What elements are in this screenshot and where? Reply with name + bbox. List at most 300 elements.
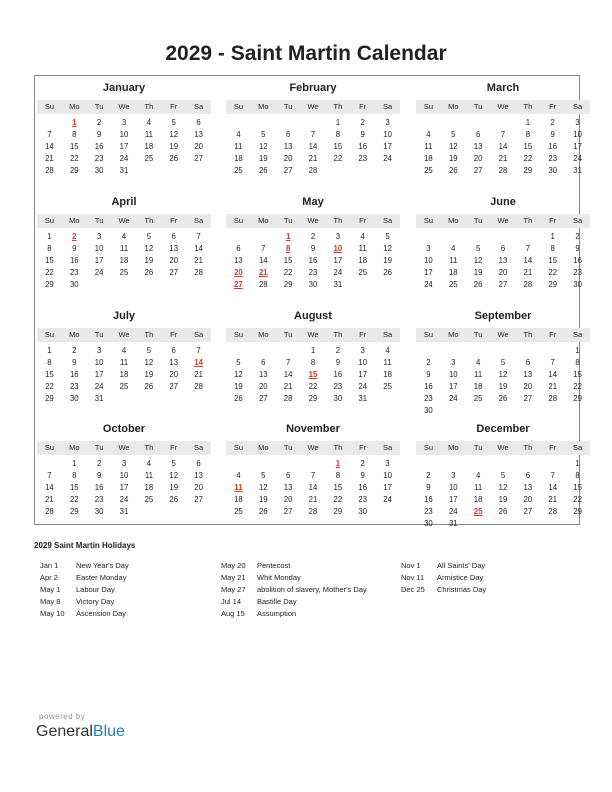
day-cell: 5	[385, 232, 390, 241]
day-cell: 19	[258, 495, 268, 504]
day-cell: 2	[72, 346, 77, 355]
page-title: 2029 - Saint Martin Calendar	[165, 42, 447, 65]
day-cell: 29	[283, 280, 293, 289]
week-row	[37, 357, 211, 369]
empty-cell	[251, 458, 276, 470]
day-cell: 2	[360, 118, 365, 127]
day-cell: 10	[383, 130, 392, 139]
week-row	[37, 381, 211, 393]
day-cell: 19	[448, 154, 458, 163]
day-cell: 7	[310, 130, 316, 139]
day-cell: 27	[194, 154, 203, 163]
week-row	[416, 494, 590, 506]
day-cell: 17	[358, 370, 368, 379]
weekday-header	[416, 441, 590, 455]
holiday-name: Armistice Day	[437, 573, 484, 582]
day-cell: 14	[548, 483, 558, 492]
weekday-label: Su	[44, 330, 55, 339]
holiday-day: 2	[72, 232, 77, 241]
holiday-item	[401, 584, 486, 596]
holiday-day: 15	[308, 370, 318, 379]
empty-cell	[565, 518, 590, 530]
day-cell: 12	[383, 244, 392, 253]
day-cell: 17	[94, 370, 104, 379]
weekday-label: Fr	[359, 102, 367, 111]
weekday-label: Sa	[572, 102, 583, 111]
week-row	[37, 279, 211, 291]
empty-cell	[186, 393, 211, 405]
weekday-label: Tu	[283, 443, 293, 452]
day-cell: 12	[473, 256, 483, 265]
weekday-label: Fr	[549, 330, 557, 339]
empty-cell	[491, 405, 516, 417]
weekday-label: Mo	[258, 216, 269, 225]
weekday-label: We	[307, 216, 319, 225]
day-cell: 5	[261, 471, 266, 480]
weekday-label: Sa	[572, 443, 583, 452]
weekday-label: Sa	[382, 443, 393, 452]
day-cell: 25	[424, 166, 433, 175]
day-cell: 1	[575, 346, 580, 355]
week-row	[226, 153, 400, 165]
weekday-label: Tu	[283, 102, 293, 111]
day-cell: 17	[119, 483, 129, 492]
day-cell: 2	[575, 232, 580, 241]
weekday-label: We	[307, 102, 319, 111]
day-cell: 10	[424, 256, 433, 265]
weekday-label: Mo	[448, 443, 459, 452]
day-cell: 24	[333, 268, 343, 277]
day-cell: 18	[119, 256, 129, 265]
month-july	[37, 310, 211, 405]
day-cell: 5	[146, 346, 152, 355]
weekday-label: We	[497, 443, 509, 452]
week-row	[37, 393, 211, 405]
day-cell: 11	[144, 130, 153, 139]
weekday-label: Th	[144, 443, 154, 452]
day-cell: 28	[258, 280, 268, 289]
day-cell: 9	[310, 244, 316, 253]
day-cell: 19	[144, 256, 154, 265]
week-row	[37, 267, 211, 279]
weekday-label: Mo	[258, 330, 269, 339]
day-cell: 22	[573, 382, 582, 391]
day-cell: 12	[144, 358, 154, 367]
weekday-label: Fr	[359, 330, 367, 339]
empty-cell	[226, 345, 251, 357]
day-cell: 1	[47, 346, 52, 355]
day-cell: 28	[548, 394, 558, 403]
day-cell: 4	[385, 346, 390, 355]
empty-cell	[136, 165, 161, 177]
weekday-label: Su	[233, 330, 244, 339]
day-cell: 14	[283, 370, 293, 379]
weekday-header	[416, 328, 590, 342]
month-february	[226, 82, 400, 177]
week-row	[226, 369, 400, 381]
holidays-title: 2029 Saint Martin Holidays	[34, 541, 136, 550]
day-cell: 15	[69, 483, 79, 492]
day-cell: 23	[424, 394, 433, 403]
day-cell: 15	[333, 142, 343, 151]
empty-cell	[37, 117, 62, 129]
holiday-column	[40, 560, 129, 620]
week-row	[37, 243, 211, 255]
day-cell: 18	[119, 370, 129, 379]
weekday-label: Sa	[193, 216, 204, 225]
day-cell: 30	[548, 166, 558, 175]
week-row	[226, 470, 400, 482]
weekday-label: Sa	[572, 216, 583, 225]
holiday-column	[221, 560, 367, 620]
weekday-label: We	[118, 443, 130, 452]
weekday-label: Mo	[448, 330, 459, 339]
day-cell: 29	[573, 394, 582, 403]
day-cell: 14	[45, 483, 54, 492]
holiday-date: May 21	[221, 573, 246, 582]
day-cell: 9	[72, 244, 77, 253]
day-cell: 15	[573, 483, 582, 492]
day-cell: 7	[525, 244, 531, 253]
holiday-date: Dec 25	[401, 585, 425, 594]
weekday-label: Mo	[448, 102, 459, 111]
weekday-label: Fr	[359, 443, 367, 452]
day-cell: 8	[72, 471, 77, 480]
day-cell: 6	[475, 130, 481, 139]
day-cell: 29	[523, 166, 533, 175]
day-cell: 18	[144, 142, 154, 151]
weekday-label: We	[118, 102, 130, 111]
weekday-header	[37, 100, 211, 114]
day-cell: 14	[308, 142, 318, 151]
day-cell: 5	[261, 130, 266, 139]
day-cell: 28	[498, 166, 508, 175]
day-cell: 6	[196, 118, 201, 127]
empty-cell	[37, 458, 62, 470]
holiday-day: 1	[285, 232, 291, 241]
empty-cell	[186, 165, 211, 177]
month-name: April	[111, 196, 137, 208]
day-cell: 30	[94, 166, 104, 175]
day-cell: 20	[194, 483, 203, 492]
empty-cell	[540, 518, 565, 530]
day-cell: 30	[69, 280, 79, 289]
day-cell: 16	[69, 256, 79, 265]
day-cell: 6	[285, 471, 291, 480]
day-cell: 19	[473, 268, 483, 277]
holiday-day: 8	[285, 244, 291, 253]
empty-cell	[515, 345, 540, 357]
day-cell: 14	[194, 244, 203, 253]
day-cell: 21	[45, 495, 54, 504]
empty-cell	[466, 345, 491, 357]
day-cell: 6	[171, 232, 176, 241]
empty-cell	[466, 117, 491, 129]
day-cell: 16	[308, 256, 318, 265]
weekday-label: Tu	[473, 102, 483, 111]
day-cell: 21	[45, 154, 54, 163]
day-cell: 27	[169, 382, 179, 391]
day-cell: 3	[575, 118, 580, 127]
day-cell: 14	[45, 142, 54, 151]
week-row	[416, 506, 590, 518]
day-cell: 17	[383, 483, 392, 492]
holiday-date: Nov 11	[401, 573, 425, 582]
day-cell: 8	[525, 130, 531, 139]
holiday-date: May 27	[221, 585, 246, 594]
weekday-label: Th	[144, 216, 154, 225]
day-cell: 4	[236, 130, 241, 139]
day-cell: 22	[283, 268, 293, 277]
weekday-label: Su	[233, 443, 244, 452]
weekday-label: Tu	[473, 330, 483, 339]
month-name: October	[102, 423, 146, 435]
empty-cell	[491, 345, 516, 357]
day-cell: 17	[383, 142, 392, 151]
week-row	[416, 393, 590, 405]
empty-cell	[375, 279, 400, 291]
weekday-label: Mo	[69, 102, 80, 111]
day-cell: 30	[424, 519, 433, 528]
day-cell: 18	[358, 256, 368, 265]
day-cell: 5	[451, 130, 456, 139]
week-row	[226, 255, 400, 267]
day-cell: 17	[573, 142, 582, 151]
day-cell: 13	[523, 370, 533, 379]
day-cell: 11	[358, 244, 367, 253]
generalblue-logo[interactable]	[36, 723, 125, 741]
day-cell: 29	[308, 394, 318, 403]
day-cell: 7	[550, 471, 555, 480]
month-march	[416, 82, 590, 177]
holiday-name: Ascension Day	[76, 609, 127, 618]
day-cell: 9	[72, 358, 77, 367]
day-cell: 25	[119, 268, 129, 277]
holiday-column	[401, 560, 486, 596]
empty-cell	[441, 117, 466, 129]
day-cell: 26	[169, 495, 179, 504]
day-cell: 6	[261, 358, 266, 367]
day-cell: 9	[335, 358, 341, 367]
day-cell: 1	[310, 346, 316, 355]
month-name: July	[112, 310, 135, 322]
weekday-label: Tu	[94, 330, 104, 339]
holiday-date: Apr 2	[40, 573, 58, 582]
day-cell: 21	[194, 370, 203, 379]
empty-cell	[251, 117, 276, 129]
day-cell: 24	[424, 280, 433, 289]
day-cell: 23	[573, 268, 582, 277]
weekday-label: Sa	[382, 330, 393, 339]
day-cell: 19	[169, 483, 179, 492]
weekday-label: Th	[523, 216, 533, 225]
week-row	[416, 369, 590, 381]
weekday-label: Su	[233, 102, 244, 111]
logo-text-blue: Blue	[92, 723, 125, 740]
weekday-label: Mo	[69, 443, 80, 452]
day-cell: 19	[144, 370, 154, 379]
month-name: December	[476, 423, 530, 435]
month-name: November	[286, 423, 340, 435]
holiday-date: Jul 14	[221, 597, 242, 606]
day-cell: 19	[258, 154, 268, 163]
day-cell: 31	[448, 519, 458, 528]
day-cell: 26	[169, 154, 179, 163]
day-cell: 10	[358, 358, 368, 367]
day-cell: 4	[475, 471, 481, 480]
holiday-name: New Year's Day	[76, 561, 129, 570]
day-cell: 5	[236, 358, 241, 367]
weekday-label: Tu	[94, 216, 104, 225]
day-cell: 6	[525, 471, 531, 480]
day-cell: 23	[358, 154, 368, 163]
weekday-label: Fr	[170, 102, 178, 111]
empty-cell	[226, 231, 251, 243]
day-cell: 5	[500, 358, 506, 367]
day-cell: 26	[144, 268, 154, 277]
powered-by-label: powered by	[39, 712, 86, 721]
empty-cell	[466, 405, 491, 417]
day-cell: 22	[523, 154, 533, 163]
day-cell: 26	[448, 166, 458, 175]
day-cell: 23	[333, 382, 343, 391]
day-cell: 28	[194, 382, 203, 391]
day-cell: 5	[171, 118, 176, 127]
empty-cell	[301, 117, 326, 129]
holiday-name: Whit Monday	[257, 573, 301, 582]
month-august	[226, 310, 400, 405]
empty-cell	[161, 279, 186, 291]
empty-cell	[375, 165, 400, 177]
weekday-header	[37, 214, 211, 228]
week-row	[416, 458, 590, 470]
empty-cell	[416, 345, 441, 357]
day-cell: 28	[548, 507, 558, 516]
week-row	[416, 231, 590, 243]
week-row	[416, 357, 590, 369]
weekday-label: Fr	[170, 443, 178, 452]
week-row	[37, 482, 211, 494]
day-cell: 2	[360, 459, 365, 468]
day-cell: 7	[196, 346, 201, 355]
day-cell: 3	[121, 118, 127, 127]
day-cell: 27	[473, 166, 483, 175]
holiday-item	[40, 584, 129, 596]
empty-cell	[276, 458, 301, 470]
day-cell: 14	[498, 142, 508, 151]
day-cell: 5	[171, 459, 176, 468]
day-cell: 26	[473, 280, 483, 289]
weekday-label: We	[497, 330, 509, 339]
day-cell: 16	[573, 256, 582, 265]
weekday-label: We	[497, 216, 509, 225]
day-cell: 25	[448, 280, 458, 289]
day-cell: 13	[523, 483, 533, 492]
day-cell: 28	[45, 166, 54, 175]
weekday-label: Th	[523, 443, 533, 452]
day-cell: 10	[383, 471, 392, 480]
day-cell: 30	[358, 507, 368, 516]
day-cell: 22	[69, 154, 79, 163]
month-october	[37, 423, 211, 518]
day-cell: 17	[333, 256, 343, 265]
day-cell: 3	[335, 232, 341, 241]
weekday-label: Fr	[170, 330, 178, 339]
day-cell: 4	[121, 232, 127, 241]
week-row	[226, 393, 400, 405]
holiday-name: Easter Monday	[76, 573, 127, 582]
weekday-label: Tu	[473, 216, 483, 225]
day-cell: 12	[448, 142, 458, 151]
day-cell: 4	[146, 459, 152, 468]
weekday-label: Su	[44, 102, 55, 111]
day-cell: 30	[424, 406, 433, 415]
week-row	[416, 129, 590, 141]
weekday-label: Mo	[258, 443, 269, 452]
day-cell: 7	[500, 130, 506, 139]
day-cell: 3	[121, 459, 127, 468]
week-row	[416, 117, 590, 129]
day-cell: 13	[169, 358, 179, 367]
day-cell: 25	[234, 166, 243, 175]
day-cell: 13	[194, 471, 203, 480]
day-cell: 29	[573, 507, 582, 516]
day-cell: 4	[121, 346, 127, 355]
day-cell: 12	[144, 244, 154, 253]
day-cell: 18	[473, 382, 483, 391]
day-cell: 16	[358, 483, 368, 492]
day-cell: 13	[473, 142, 483, 151]
day-cell: 14	[548, 370, 558, 379]
day-cell: 13	[258, 370, 268, 379]
day-cell: 25	[144, 154, 154, 163]
empty-cell	[276, 345, 301, 357]
month-name: June	[490, 196, 516, 208]
empty-cell	[540, 405, 565, 417]
weekday-label: We	[307, 443, 319, 452]
day-cell: 2	[96, 118, 102, 127]
empty-cell	[112, 393, 137, 405]
day-cell: 8	[335, 130, 341, 139]
weekday-label: We	[118, 216, 130, 225]
day-cell: 9	[550, 130, 555, 139]
empty-cell	[136, 506, 161, 518]
empty-cell	[491, 458, 516, 470]
day-cell: 13	[234, 256, 243, 265]
day-cell: 20	[523, 495, 533, 504]
day-cell: 3	[96, 232, 102, 241]
day-cell: 28	[45, 507, 54, 516]
empty-cell	[276, 117, 301, 129]
week-row	[37, 470, 211, 482]
holiday-name: Bastille Day	[257, 597, 297, 606]
day-cell: 3	[451, 358, 456, 367]
weekday-label: Tu	[283, 216, 293, 225]
day-cell: 26	[144, 382, 154, 391]
empty-cell	[515, 518, 540, 530]
day-cell: 18	[234, 154, 243, 163]
holiday-item	[221, 560, 367, 572]
day-cell: 12	[169, 130, 179, 139]
day-cell: 22	[45, 268, 54, 277]
day-cell: 6	[285, 130, 291, 139]
day-cell: 20	[258, 382, 268, 391]
day-cell: 2	[550, 118, 555, 127]
week-row	[226, 267, 400, 279]
day-cell: 24	[358, 382, 368, 391]
day-cell: 25	[234, 507, 243, 516]
holiday-date: May 8	[40, 597, 61, 606]
